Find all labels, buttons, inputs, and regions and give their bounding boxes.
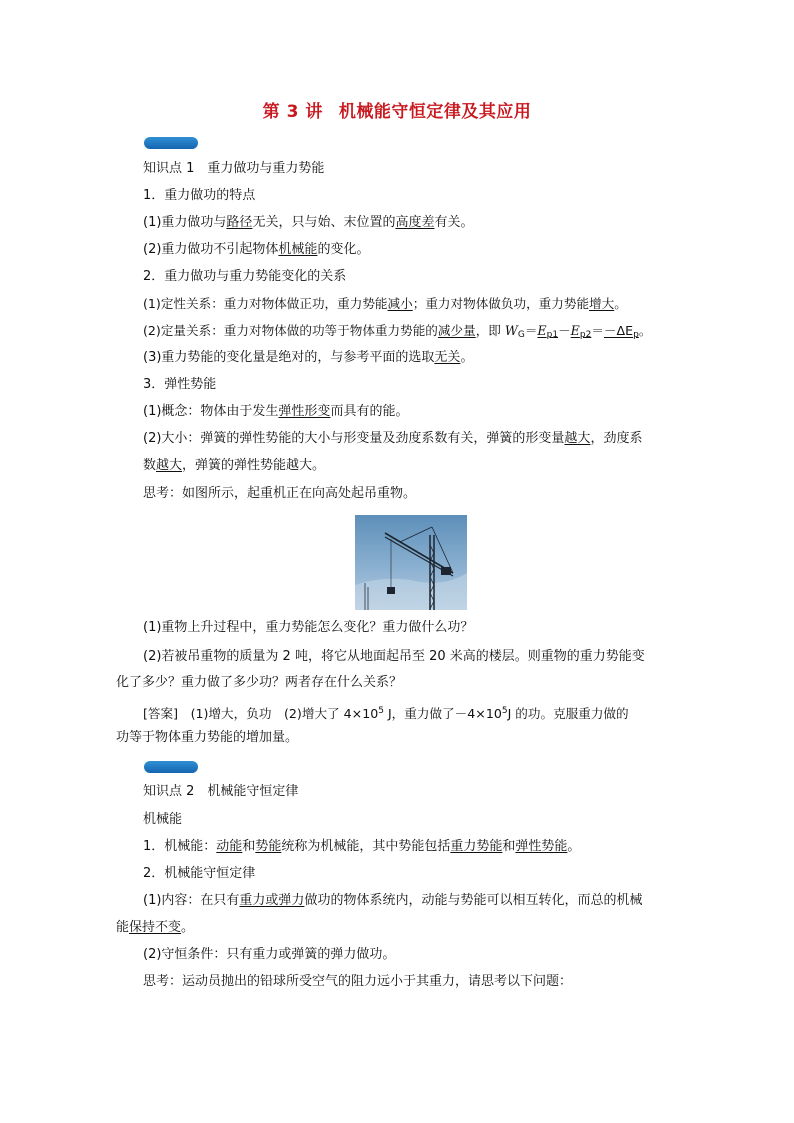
kp2-s2: 2．机械能守恒定律 — [143, 866, 256, 881]
kp1-s3-1: (1)概念：物体由于发生弹性形变而具有的能。 — [143, 404, 409, 419]
kp1-s1: 1．重力做功的特点 — [143, 188, 256, 203]
kp2-think: 思考：运动员抛出的铅球所受空气的阻力远小于其重力，请思考以下问题： — [143, 974, 573, 989]
kp1-q2b: 化了多少？重力做了多少功？两者存在什么关系？ — [116, 675, 403, 690]
kp1-heading: 知识点 1 重力做功与重力势能 — [143, 161, 325, 176]
kp2-s2-1: (1)内容：在只有重力或弹力做功的物体系统内，动能与势能可以相互转化，而总的机械 — [143, 893, 643, 908]
kp2-sub: 机械能 — [143, 812, 183, 827]
kp2-heading: 知识点 2 机械能守恒定律 — [143, 784, 299, 799]
crane-image — [355, 515, 467, 610]
section-banner-2 — [144, 761, 198, 773]
kp1-answer: [答案] (1)增大，负功 (2)增大了 $4\times 10^5$ J，重力做了$-4\times 10^5J$ 的功。克服重力做的 — [143, 706, 629, 721]
kp1-think: 思考：如图所示，起重机正在向高处起吊重物。 — [143, 486, 417, 501]
kp1-answer-cont: 功等于物体重力势能的增加量。 — [116, 730, 299, 745]
kp1-q1: (1)重物上升过程中，重力势能怎么变化？重力做什么功？ — [143, 620, 474, 635]
kp1-s3-3: 数越大，弹簧的弹性势能越大。 — [143, 458, 326, 473]
kp2-s2-2: (2)守恒条件：只有重力或弹簧的弹力做功。 — [143, 947, 396, 962]
kp1-s1-2: (2)重力做功不引起物体机械能的变化。 — [143, 242, 370, 257]
kp1-s3-2: (2)大小：弹簧的弹性势能的大小与形变量及劲度系数有关，弹簧的形变量越大，劲度系 — [143, 431, 643, 446]
page-title — [0, 97, 794, 122]
kp2-s2-1-cont: 能保持不变。 — [116, 920, 195, 935]
section-banner-1 — [144, 137, 198, 149]
lecture-topic: 机械能守恒定律及其应用 — [338, 102, 532, 122]
kp1-s2-1: (1)定性关系：重力对物体做正功，重力势能减小；重力对物体做负功，重力势能增大。 — [143, 296, 627, 311]
kp1-s2-2: (2)定量关系：重力对物体做的功等于物体重力势能的减少量，即 $W_G=E_{p1}-E_{p2}=-\Delta E_p$。 — [143, 323, 652, 340]
kp1-s2: 2．重力做功与重力势能变化的关系 — [143, 269, 347, 284]
kp1-q2a: (2)若被吊重物的质量为 2 吨，将它从地面起吊至 20 米高的楼层。则重物的重力势能变 — [143, 649, 645, 664]
kp2-s1: 1．机械能：动能和势能统称为机械能，其中势能包括重力势能和弹性势能。 — [143, 839, 581, 854]
kp1-s1-1: (1)重力做功与路径无关，只与始、末位置的高度差有关。 — [143, 215, 474, 230]
kp1-s3: 3．弹性势能 — [143, 377, 217, 392]
lecture-number: 第 3 讲 — [262, 102, 323, 122]
kp1-s2-3: (3)重力势能的变化量是绝对的，与参考平面的选取无关。 — [143, 350, 474, 365]
